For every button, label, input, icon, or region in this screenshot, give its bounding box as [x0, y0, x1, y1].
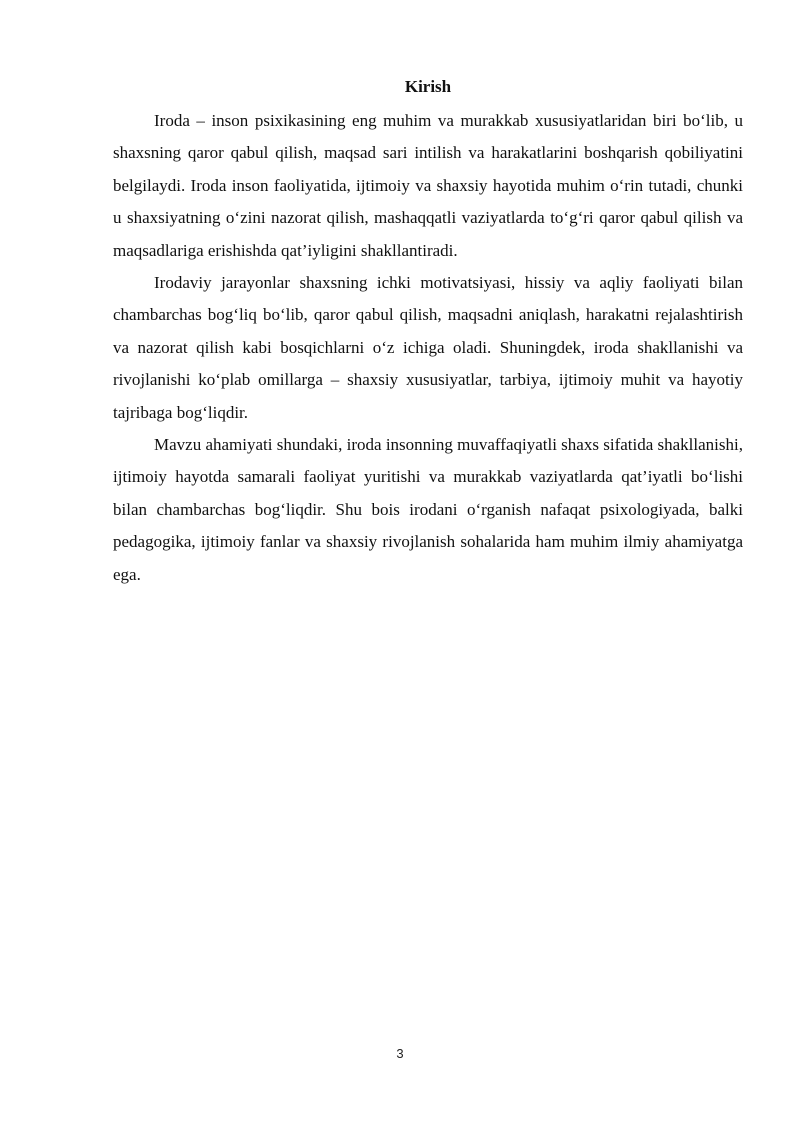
page-number: 3 [396, 1046, 404, 1061]
paragraph-1: Iroda – inson psixikasining eng muhim va murakkab xususiyatlaridan biri bo‘lib, u shaxsning qaror qabul qilish, maqsad sari intilish va harakatlarini boshqarish qobiliyatini belgilaydi. Iroda inson faoliyatida, ijtimoiy va shaxsiy hayotida muhim o‘rin tutadi, chunki u shaxsiyatning o‘zini nazorat qilish, mashaqqatli vaziyatlarda to‘g‘ri qaror qabul qilish va maqsadlariga erishishda qat’iyligini shakllantiradi. [113, 111, 743, 260]
section-title: Kirish [404, 77, 452, 96]
page-content [113, 76, 743, 591]
paragraph-3: Mavzu ahamiyati shundaki, iroda insonning muvaffaqiyatli shaxs sifatida shakllanishi, ijtimoiy hayotda samarali faoliyat yuritishi va murakkab vaziyatlarda qat’iyatli bo‘lishi bilan chambarchas bog‘liqdir. Shu bois irodani o‘rganish nafaqat psixologiyada, balki pedagogika, ijtimoiy fanlar va shaxsiy rivojlanish sohalarida ham muhim ilmiy ahamiyatga ega. [113, 435, 743, 584]
paragraph-2: Irodaviy jarayonlar shaxsning ichki motivatsiyasi, hissiy va aqliy faoliyati bilan chambarchas bog‘liq bo‘lib, qaror qabul qilish, maqsadni aniqlash, harakatni rejalashtirish va nazorat qilish kabi bosqichlarni o‘z ichiga oladi. Shuningdek, iroda shakllanishi va rivojlanishi ko‘plab omillarga – shaxsiy xususiyatlar, tarbiya, ijtimoiy muhit va hayotiy tajribaga bog‘liqdir. [113, 273, 743, 422]
